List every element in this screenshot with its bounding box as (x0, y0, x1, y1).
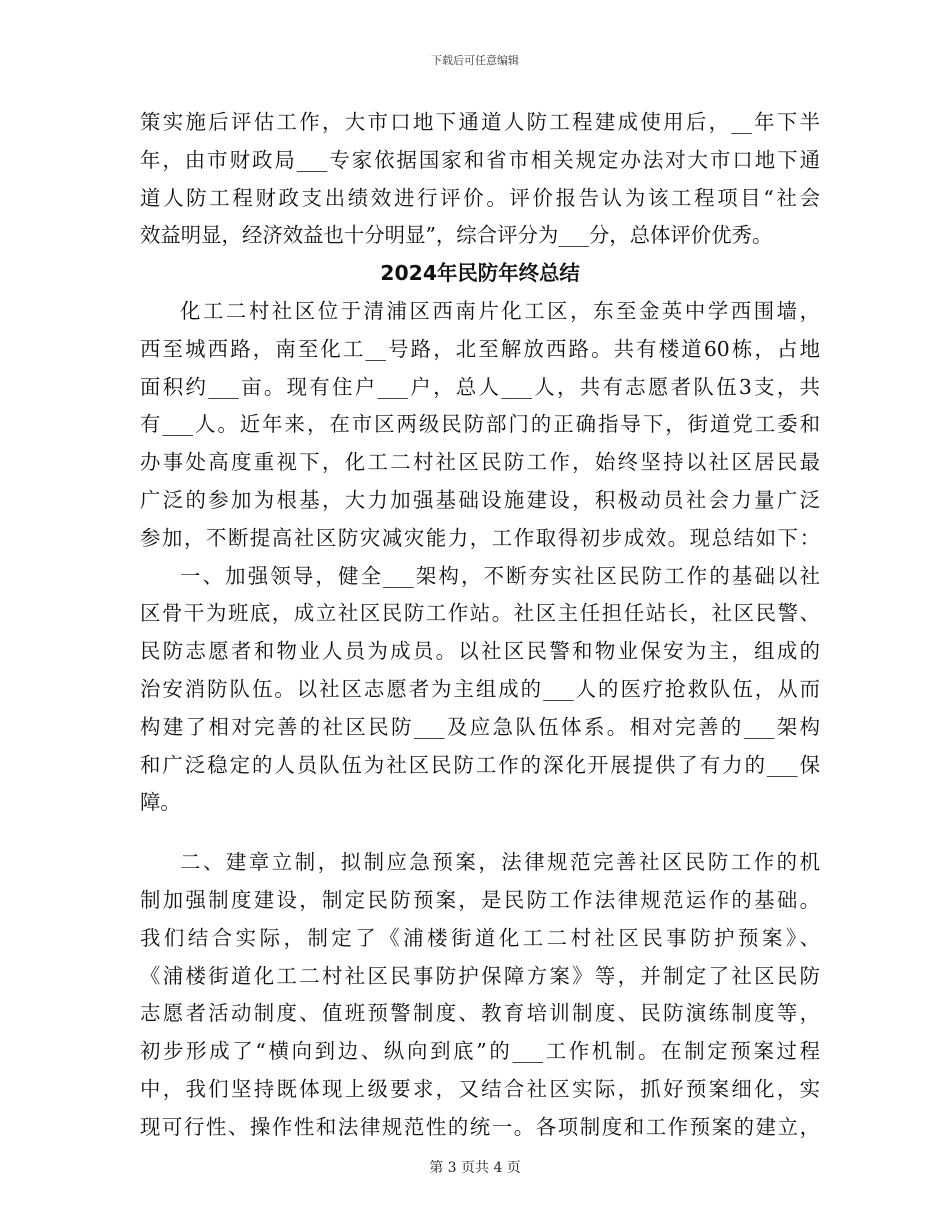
text-line: 西至城西路，南至化工__号路，北至解放西路。共有楼道60栋，占地 (140, 336, 820, 361)
text-line: 我们结合实际，制定了《浦楼街道化工二村社区民事防护预案》、 (140, 925, 820, 950)
text-line: 初步形成了“横向到边、纵向到底”的___工作机制。在制定预案过程 (140, 1039, 820, 1064)
page-number: 第 3 页共 4 页 (429, 1160, 521, 1176)
text-line: 《浦楼街道化工二村社区民事防护保障方案》等，并制定了社区民防 (140, 963, 820, 988)
text-line: 制加强制度建设，制定民防预案，是民防工作法律规范运作的基础。 (140, 887, 820, 912)
paragraph-leadership (140, 558, 820, 823)
text-line: 效益明显，经济效益也十分明显”，综合评分为___分，总体评价优秀。 (140, 223, 773, 248)
text-line: 志愿者活动制度、值班预警制度、教育培训制度、民防演练制度等， (140, 1001, 820, 1026)
text-line: 化工二村社区位于清浦区西南片化工区，东至金英中学西围墙， (180, 298, 820, 323)
text-line: 年，由市财政局___专家依据国家和省市相关规定办法对大市口地下通 (140, 147, 820, 172)
text-line: 道人防工程财政支出绩效进行评价。评价报告认为该工程项目“社会 (140, 185, 820, 210)
paragraph-overview (140, 293, 820, 558)
text-line: 广泛的参加为根基，大力加强基础设施建设，积极动员社会力量广泛 (140, 487, 820, 512)
text-line: 和广泛稳定的人员队伍为社区民防工作的深化开展提供了有力的___保 (140, 752, 820, 777)
text-line: 一、加强领导，健全___架构，不断夯实社区民防工作的基础以社 (180, 563, 820, 588)
text-line: 有___人。近年来，在市区两级民防部门的正确指导下，街道党工委和 (140, 412, 820, 437)
paragraph-gap (140, 822, 820, 844)
page-header-note: 下载后可任意编辑 (431, 54, 519, 67)
document-title: 2024年民防年终总结 (380, 261, 580, 286)
text-line: 面积约___亩。现有住户___户，总人___人，共有志愿者队伍3支，共 (140, 374, 820, 399)
text-line: 参加，不断提高社区防灾减灾能力，工作取得初步成效。现总结如下： (140, 525, 820, 550)
text-line: 障。 (140, 790, 181, 815)
text-line: 治安消防队伍。以社区志愿者为主组成的___人的医疗抢救队伍，从而 (140, 676, 820, 701)
text-line: 策实施后评估工作，大市口地下通道人防工程建成使用后，__年下半 (140, 110, 820, 134)
document-body (140, 104, 820, 1147)
text-line: 办事处高度重视下，化工二村社区民防工作，始终坚持以社区居民最 (140, 450, 820, 475)
text-line: 二、建章立制，拟制应急预案，法律规范完善社区民防工作的机 (180, 850, 820, 875)
intro-paragraph (140, 104, 820, 255)
text-line: 中，我们坚持既体现上级要求，又结合社区实际，抓好预案细化，实 (140, 1076, 820, 1101)
text-line: 民防志愿者和物业人员为成员。以社区民警和物业保安为主，组成的 (140, 639, 820, 664)
paragraph-regulations (140, 844, 820, 1146)
text-line: 区骨干为班底，成立社区民防工作站。社区主任担任站长，社区民警、 (140, 601, 820, 626)
text-line: 现可行性、操作性和法律规范性的统一。各项制度和工作预案的建立， (140, 1114, 820, 1139)
text-line: 构建了相对完善的社区民防___及应急队伍体系。相对完善的___架构 (140, 714, 820, 739)
